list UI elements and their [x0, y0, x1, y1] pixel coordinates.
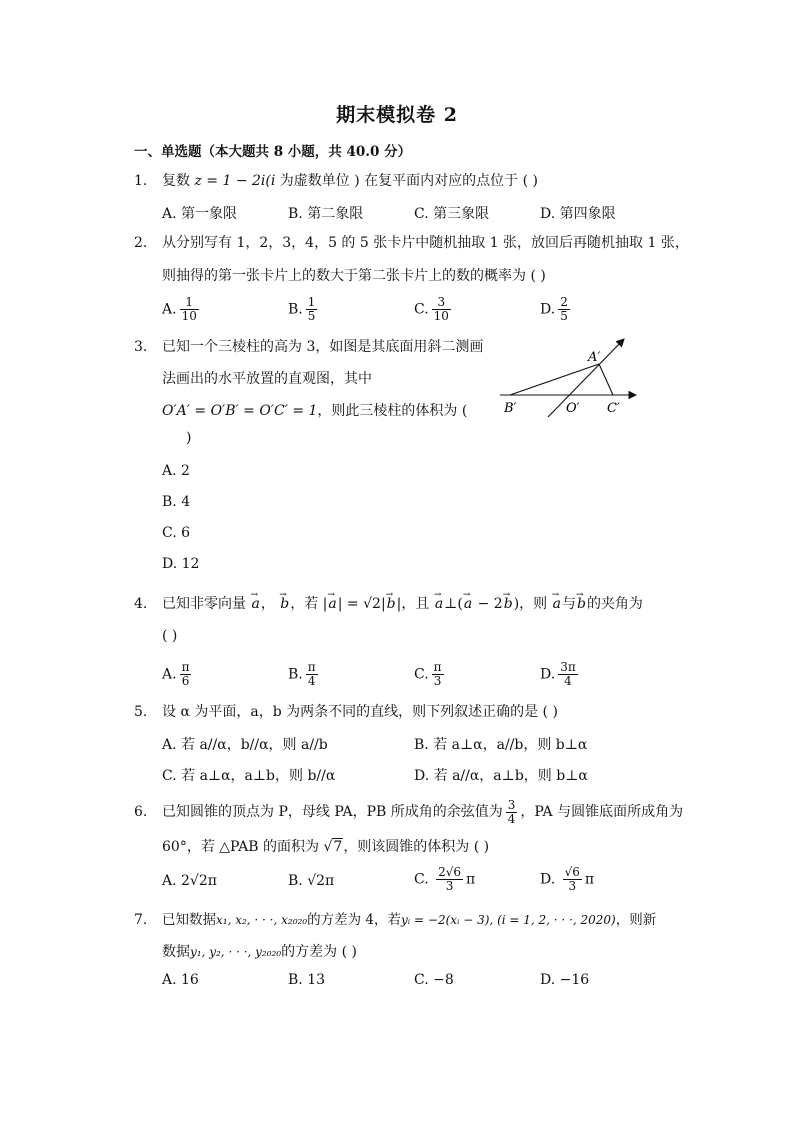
- section-heading: 一、单选题（本大题共 8 小题，共 40.0 分）: [134, 144, 412, 160]
- label-b: B′: [504, 401, 517, 416]
- question-text: 已知非零向量 → a， → b，若 |→ a| = √2|→ b|，且 → a⊥(→ a − 2→ b)，则 → a与→ b的夹角为: [162, 589, 643, 619]
- question-text: 从分别写有 1，2，3，4，5 的 5 张卡片中随机抽取 1 张，放回后再随机抽取 1 张，: [162, 235, 689, 251]
- question-text: 复数: [162, 173, 190, 189]
- segment-ac: [599, 364, 613, 395]
- option-c: C. 6: [162, 525, 191, 541]
- vector-b: → b: [279, 589, 290, 619]
- vector-a: → a: [250, 589, 260, 619]
- option-c: C. 第三象限: [414, 206, 490, 222]
- question-text: 已知圆锥的顶点为 P，母线 PA，PB 所成角的余弦值为 $\frac{3}{4}$ ，PA 与圆锥底面所成角为: [162, 797, 684, 826]
- label-c: C′: [607, 401, 620, 416]
- question-number: 7.: [134, 912, 148, 928]
- option-a: A. 2: [162, 463, 190, 479]
- question-text: 数据y₁, y₂, · · ·, y₂₀₂₀的方差为 ( ): [162, 944, 357, 960]
- question-text: ( ): [162, 628, 178, 644]
- question-number: 1.: [134, 173, 148, 189]
- label-o: O′: [566, 401, 580, 416]
- option-b: B. √2π: [288, 873, 335, 889]
- option-b: B. 若 a⊥α，a//b，则 b⊥α: [414, 737, 588, 753]
- question-text: O′A′ = O′B′ = O′C′ = 1，则此三棱柱的体积为 (: [162, 403, 468, 419]
- option-a: A. $\frac{\pi}{6}$: [162, 660, 190, 688]
- option-b: B. $\frac{1}{5}$: [288, 295, 316, 323]
- segment-ba: [510, 364, 599, 395]
- option-d: D. $\frac{√6}{3}$ π: [540, 865, 595, 893]
- question-text: 60°，若 △PAB 的面积为 √7，则该圆锥的体积为 ( ): [162, 839, 490, 855]
- math-expression: O′A′ = O′B′ = O′C′ = 1: [162, 403, 318, 419]
- option-a: A. 第一象限: [162, 206, 238, 222]
- question-number: 6.: [134, 804, 148, 820]
- option-d: D. −16: [540, 972, 590, 988]
- option-d: D. $\frac{2}{5}$: [540, 295, 568, 323]
- option-c: C. $\frac{2√6}{3}$ π: [414, 865, 476, 893]
- question-number: 4.: [134, 596, 148, 612]
- question-text: 设 α 为平面，a，b 为两条不同的直线，则下列叙述正确的是 ( ): [162, 704, 558, 720]
- page-title: 期末模拟卷 2: [336, 104, 458, 126]
- option-b: B. 13: [288, 972, 326, 988]
- option-b: B. 4: [162, 494, 191, 510]
- question-number: 2.: [134, 235, 148, 251]
- oblique-projection-figure: [496, 333, 646, 423]
- option-a: A. 16: [162, 972, 199, 988]
- option-a: A. 若 a//α，b//α，则 a//b: [162, 737, 328, 753]
- question-number: 3.: [134, 339, 148, 355]
- label-a: A′: [588, 350, 601, 365]
- option-b: B. 第二象限: [288, 206, 364, 222]
- option-c: C. 若 a⊥α，a⊥b，则 b//α: [162, 768, 336, 784]
- option-d: D. 第四象限: [540, 206, 616, 222]
- option-c: C. $\frac{\pi}{3}$: [414, 660, 442, 688]
- option-c: C. $\frac{3}{10}$: [414, 295, 449, 323]
- question-text: 为虚数单位 ) 在复平面内对应的点位于 ( ): [279, 173, 538, 189]
- option-c: C. −8: [414, 972, 454, 988]
- option-d: D. 12: [162, 556, 200, 572]
- option-d: D. $\frac{3\pi}{4}$: [540, 660, 576, 688]
- question-text: 法画出的水平放置的直观图，其中: [162, 371, 372, 387]
- question-text: 已知一个三棱柱的高为 3，如图是其底面用斜二测画: [162, 339, 484, 355]
- question-text: 已知数据x₁, x₂, · · ·, x₂₀₂₀的方差为 4，若yᵢ = −2(xᵢ − 3), (i = 1, 2, · · ·, 2020)，则新: [162, 912, 657, 928]
- option-b: B. $\frac{\pi}{4}$: [288, 660, 316, 688]
- option-a: A. 2√2π: [162, 873, 217, 889]
- question-text: ): [186, 430, 192, 446]
- math-expression: z = 1 − 2i(i: [194, 173, 276, 189]
- question-text: 则抽得的第一张卡片上的数大于第二张卡片上的数的概率为 ( ): [162, 268, 546, 284]
- option-a: A. $\frac{1}{10}$: [162, 295, 197, 323]
- option-d: D. 若 a//α，a⊥b，则 b⊥α: [414, 768, 588, 784]
- question-number: 5.: [134, 704, 148, 720]
